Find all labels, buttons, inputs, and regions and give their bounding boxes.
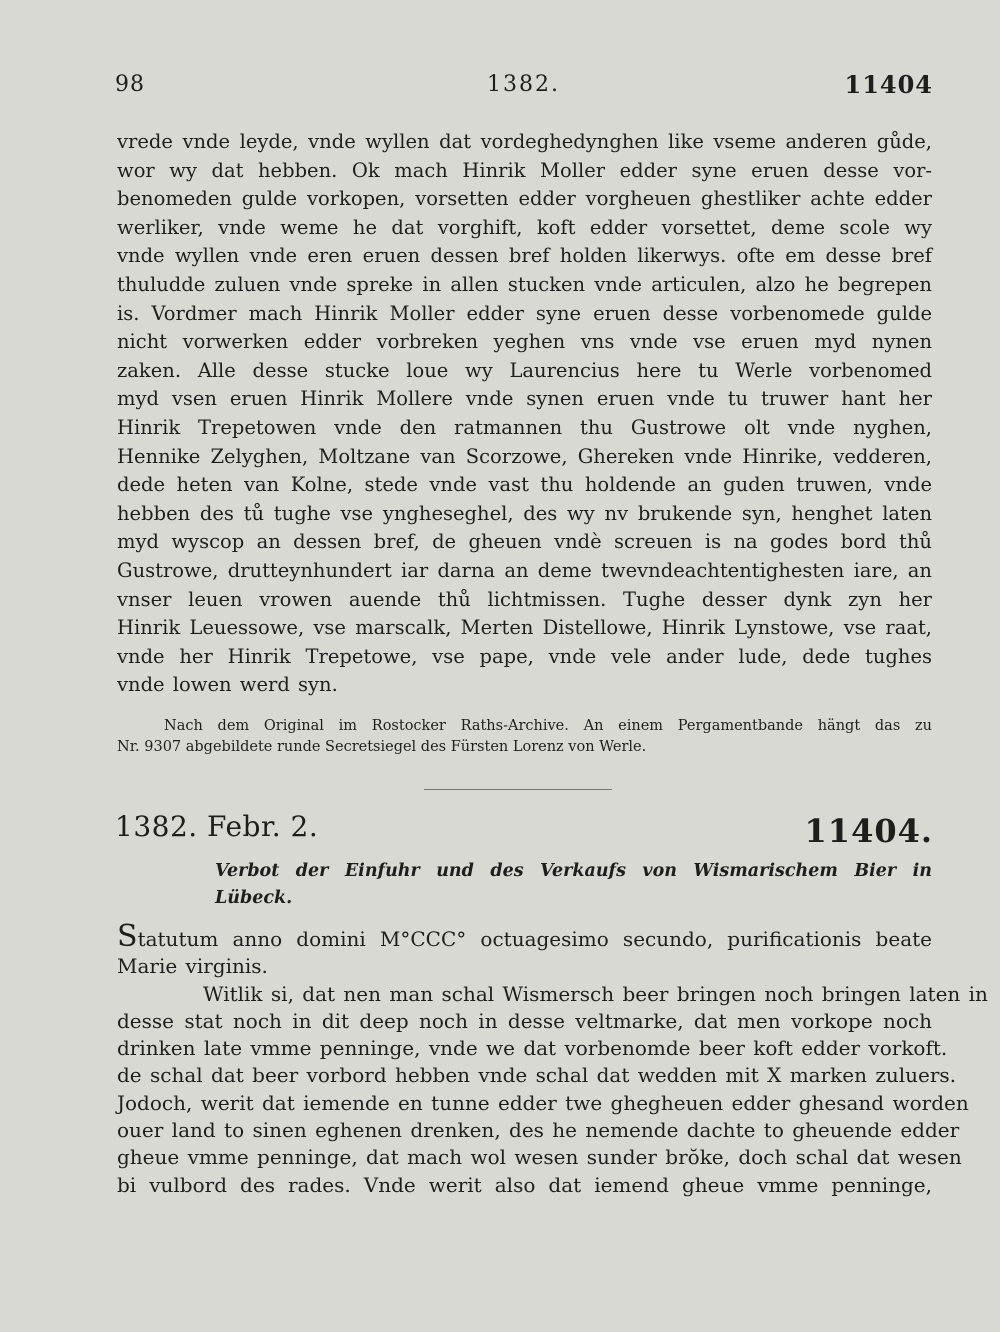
header-document-number: 11404	[844, 70, 933, 99]
entry-line: drinken late vmme penninge, vnde we dat vorbenomde beer koft edder vorkoft.	[117, 1036, 948, 1061]
source-note	[117, 716, 932, 758]
text-line: hebben des tů tughe vse yngheseghel, des wy nv brukende syn, henghet laten	[117, 501, 932, 525]
text-line: Hinrik Leuessowe, vse marscalk, Merten Distellowe, Hinrik Lynstowe, vse raat,	[117, 616, 932, 640]
text-line: vnde her Hinrik Trepetowe, vse pape, vnde vele ander lude, dede tughes	[117, 644, 932, 668]
text-line: is. Vordmer mach Hinrik Moller edder syne eruen desse vorbenomede gulde	[117, 301, 932, 325]
text-line: zaken. Alle desse stucke loue wy Laurencius here tu Werle vorbenomed	[117, 358, 932, 382]
entry-heading	[115, 810, 933, 850]
entry-line: Marie virginis.	[117, 954, 268, 979]
entry-first-line	[117, 919, 932, 954]
text-line: Hinrik Trepetowen vnde den ratmannen thu Gustrowe olt vnde nyghen,	[117, 415, 932, 439]
entry-title	[215, 858, 932, 912]
section-divider	[424, 789, 612, 790]
text-line: myd vsen eruen Hinrik Mollere vnde synen eruen vnde tu truwer hant her	[117, 387, 932, 411]
entry-date: 1382. Febr. 2.	[115, 810, 319, 843]
text-line: nicht vorwerken edder vorbreken yeghen vns vnde vse eruen myd nynen	[117, 330, 932, 354]
entry-line: desse stat noch in dit deep noch in desse veltmarke, dat men vorkope noch	[117, 1008, 932, 1033]
text-line: wor wy dat hebben. Ok mach Hinrik Moller edder syne eruen desse vor-	[117, 158, 932, 182]
note-line: Nr. 9307 abgebildete runde Secretsiegel des Fürsten Lorenz von Werle.	[117, 739, 647, 755]
text-line: Gustrowe, drutteynhundert iar darna an deme twevndeachtentighesten iare, an	[117, 558, 932, 582]
text-line: Hennike Zelyghen, Moltzane van Scorzowe, Ghereken vnde Hinrike, vedderen,	[117, 444, 932, 468]
text-line: vrede vnde leyde, vnde wyllen dat vordeghedynghen like vseme anderen gůde,	[117, 130, 932, 153]
title-line: Verbot der Einfuhr und des Verkaufs von Wismarischem Bier in	[215, 861, 932, 881]
text-line: vnde wyllen vnde eren eruen dessen bref holden likerwys. ofte em desse bref	[117, 244, 932, 268]
initial-letter: S	[117, 919, 138, 954]
text-line: dede heten van Kolne, stede vnde vast thu holdende an guden truwen, vnde	[117, 473, 932, 497]
text-line: vnde lowen werd syn.	[117, 673, 338, 697]
text-line: vnser leuen vrowen auende thů lichtmissen. Tughe desser dynk zyn her	[117, 587, 932, 611]
text-line: werliker, vnde weme he dat vorghift, koft edder vorsettet, deme scole wy	[117, 215, 932, 239]
text-line: benomeden gulde vorkopen, vorsetten edder vorgheuen ghestliker achte edder	[117, 187, 932, 211]
entry-body	[117, 919, 988, 1199]
page-number: 98	[115, 72, 145, 97]
entry-line: Witlik si, dat nen man schal Wismersch beer bringen noch bringen laten in	[203, 981, 988, 1006]
previous-document-text	[117, 128, 932, 700]
entry-number: 11404.	[804, 812, 933, 850]
page-header	[115, 72, 933, 108]
entry-line: gheue vmme penninge, dat mach wol wesen sunder brŏke, doch schal dat wesen	[117, 1145, 962, 1170]
header-year: 1382.	[487, 72, 560, 97]
first-line-text: tatutum anno domini M°CCC° octuagesimo secundo, purificationis beate	[137, 927, 932, 951]
entry-line: de schal dat beer vorbord hebben vnde schal dat wedden mit X marken zuluers.	[117, 1063, 957, 1088]
title-line: Lübeck.	[215, 888, 293, 908]
text-line: myd wyscop an dessen bref, de gheuen vndè screuen is na godes bord thů	[117, 530, 932, 554]
text-line: thuludde zuluen vnde spreke in allen stucken vnde articulen, alzo he begrepen	[117, 272, 932, 296]
entry-line: Jodoch, werit dat iemende en tunne edder twe ghegheuen edder ghesand worden	[117, 1090, 969, 1115]
entry-line: bi vulbord des rades. Vnde werit also dat iemend gheue vmme penninge,	[117, 1172, 932, 1197]
note-line: Nach dem Original im Rostocker Raths-Archive. An einem Pergamentbande hängt das zu	[164, 718, 932, 734]
entry-line: ouer land to sinen eghenen drenken, des he nemende dachte to gheuende edder	[117, 1118, 960, 1143]
